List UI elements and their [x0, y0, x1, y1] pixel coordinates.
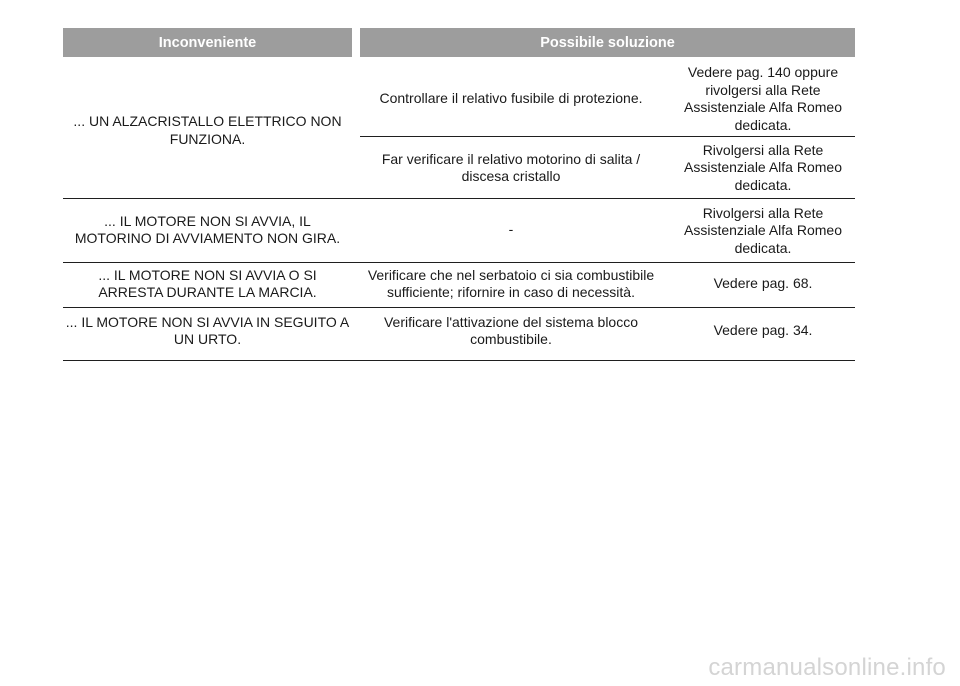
action-cell: Controllare il relativo fusibile di protezione. [379, 90, 643, 107]
problem-cell: ... IL MOTORE NON SI AVVIA, IL MOTORINO DI AVVIAMENTO NON GIRA. [74, 212, 341, 246]
reference-cell: Rivolgersi alla Rete Assistenziale Alfa Romeo dedicata. [684, 204, 842, 256]
reference-cell: Rivolgersi alla Rete Assistenziale Alfa Romeo dedicata. [684, 141, 842, 193]
problem-cell: ... IL MOTORE NON SI AVVIA IN SEGUITO A UN URTO. [65, 313, 350, 347]
action-cell: Far verificare il relativo motorino di salita / discesa cristallo [381, 150, 641, 184]
table-bottom-rule [63, 360, 855, 361]
header-problem: Inconveniente [63, 28, 352, 57]
row-divider [63, 262, 855, 263]
problem-cell: ... IL MOTORE NON SI AVVIA O SI ARRESTA DURANTE LA MARCIA. [98, 266, 317, 300]
action-cell: Verificare l'attivazione del sistema blocco combustibile. [383, 313, 639, 347]
action-cell: - [508, 221, 514, 238]
problem-cell: ... UN ALZACRISTALLO ELETTRICO NON FUNZIONA. [73, 113, 342, 147]
watermark: carmanualsonline.info [708, 654, 946, 681]
row-divider [63, 307, 855, 308]
reference-cell: Vedere pag. 140 oppure rivolgersi alla Rete Assistenziale Alfa Romeo dedicata. [684, 64, 842, 133]
reference-cell: Vedere pag. 34. [713, 322, 813, 339]
action-cell: Verificare che nel serbatoio ci sia combustibile sufficiente; rifornire in caso di necessità. [367, 266, 655, 300]
row-divider [63, 198, 855, 199]
reference-cell: Vedere pag. 68. [713, 275, 813, 292]
row-divider [360, 136, 855, 137]
header-solution: Possibile soluzione [360, 28, 855, 57]
